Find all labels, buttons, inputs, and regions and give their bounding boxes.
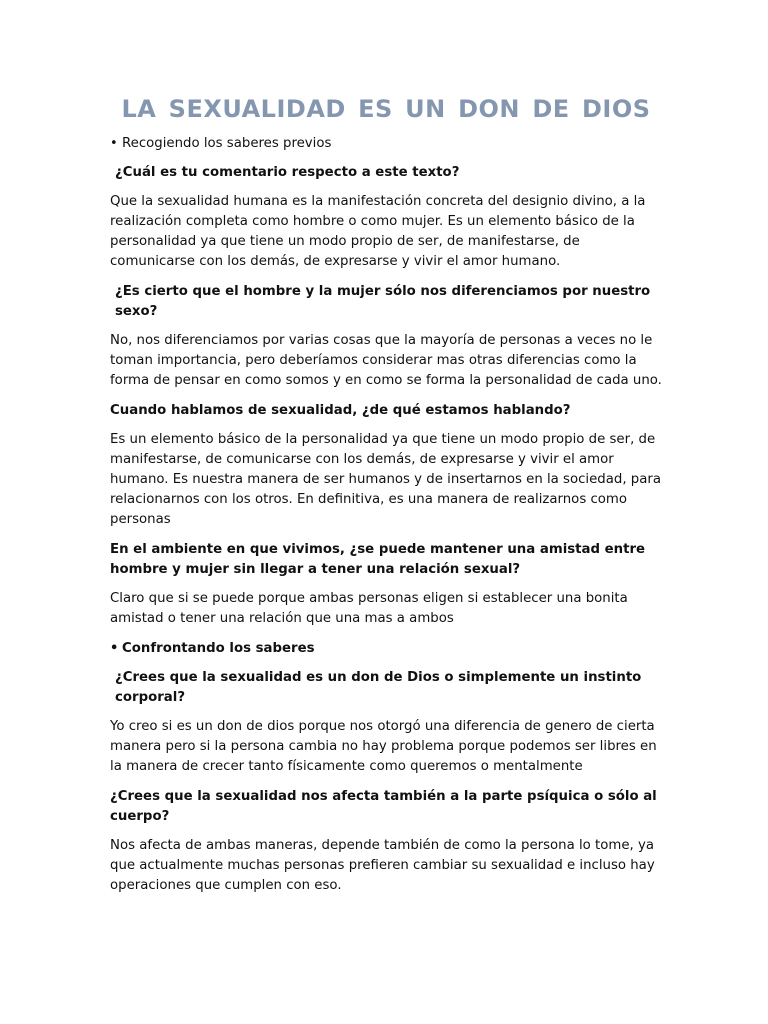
answer-3: Es un elemento básico de la personalidad ya que tiene un modo propio de ser, de manifestarse, de comunicarse con los demás, de expresarse y vivir el amor humano. Es nuestra manera de ser humanos y de insertarnos en la sociedad, para relacionarnos con los otros. En definitiva, es una manera de realizarnos como personas [110,432,661,527]
section-heading: Recogiendo los saberes previos [122,136,332,151]
answer-2: No, nos diferenciamos por varias cosas que la mayoría de personas a veces no le toman importancia, pero deberíamos considerar mas otras diferencias como la forma de pensar en como somos y en como se forma la personalidad de cada uno. [110,333,662,388]
question-4: En el ambiente en que vivimos, ¿se puede mantener una amistad entre hombre y mujer sin llegar a tener una relación sexual? [110,542,646,577]
question-2: ¿Es cierto que el hombre y la mujer sólo nos diferenciamos por nuestro sexo? [115,284,651,319]
answer-5: Yo creo si es un don de dios porque nos otorgó una diferencia de genero de cierta manera pero si la persona cambia no hay problema porque podemos ser libres en la manera de crecer tanto físicamente como queremos o mentalmente [110,719,657,774]
document-page [110,84,662,906]
question-3: Cuando hablamos de sexualidad, ¿de qué estamos hablando? [110,403,571,418]
answer-6: Nos afecta de ambas maneras, depende también de como la persona lo tome, ya que actualmente muchas personas prefieren cambiar su sexualidad e incluso hay operaciones que cumplen con eso. [110,838,655,893]
question-5: ¿Crees que la sexualidad es un don de Dios o simplemente un instinto corporal? [115,670,642,705]
answer-4: Claro que si se puede porque ambas personas eligen si establecer una bonita amistad o tener una relación que una mas a ambos [110,591,628,626]
section-bullet-confrontando [110,639,662,659]
section-bullet-recogiendo [110,134,662,154]
question-1: ¿Cuál es tu comentario respecto a este texto? [115,165,460,180]
document-title: la sexualidad es un don de dios [121,86,651,126]
question-6: ¿Crees que la sexualidad nos afecta también a la parte psíquica o sólo al cuerpo? [110,789,657,824]
bullet-icon: • [110,136,118,151]
answer-1: Que la sexualidad humana es la manifestación concreta del designio divino, a la realización completa como hombre o como mujer. Es un elemento básico de la personalidad ya que tiene un modo propio de ser, de manifestarse, de comunicarse con los demás, de expresarse y vivir el amor humano. [110,194,646,269]
bullet-icon: • [110,641,119,656]
section-heading: Confrontando los saberes [122,641,315,656]
